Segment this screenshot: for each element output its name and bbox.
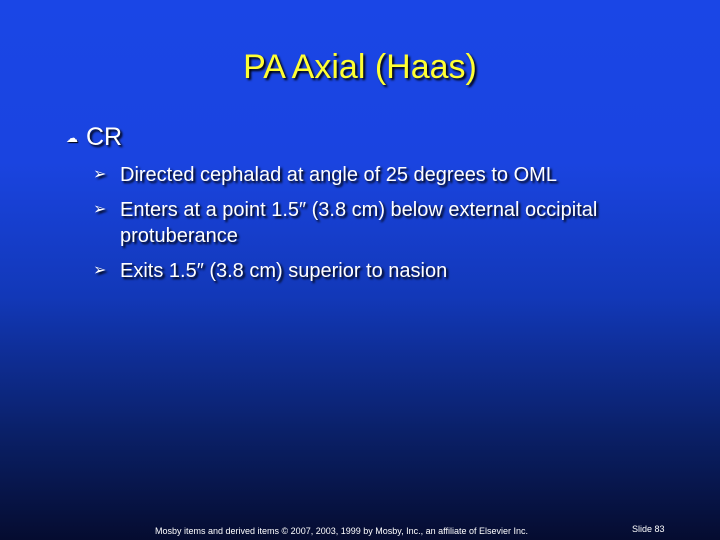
bullet-text: Exits 1.5″ (3.8 cm) superior to nasion xyxy=(120,260,448,282)
cloud-bullet-icon: ☁ xyxy=(66,130,78,145)
arrow-bullet-icon: ➢ xyxy=(93,166,107,183)
bullet-level-1 xyxy=(66,123,122,152)
slide-number: Slide 83 xyxy=(632,524,665,534)
list-item xyxy=(93,162,693,188)
slide-title: PA Axial (Haas) xyxy=(243,48,477,86)
arrow-bullet-icon: ➢ xyxy=(93,262,107,279)
bullet-text: Enters at a point 1.5″ (3.8 cm) below external occipital protuberance xyxy=(120,199,598,247)
bullet-heading: CR xyxy=(86,123,123,151)
list-item xyxy=(93,258,693,284)
bullet-text: Directed cephalad at angle of 25 degrees to OML xyxy=(120,164,557,186)
sub-bullet-list xyxy=(93,162,693,293)
list-item xyxy=(93,197,693,249)
arrow-bullet-icon: ➢ xyxy=(93,201,107,218)
copyright-footer: Mosby items and derived items © 2007, 2003, 1999 by Mosby, Inc., an affiliate of Elsevier Inc. xyxy=(155,526,528,536)
